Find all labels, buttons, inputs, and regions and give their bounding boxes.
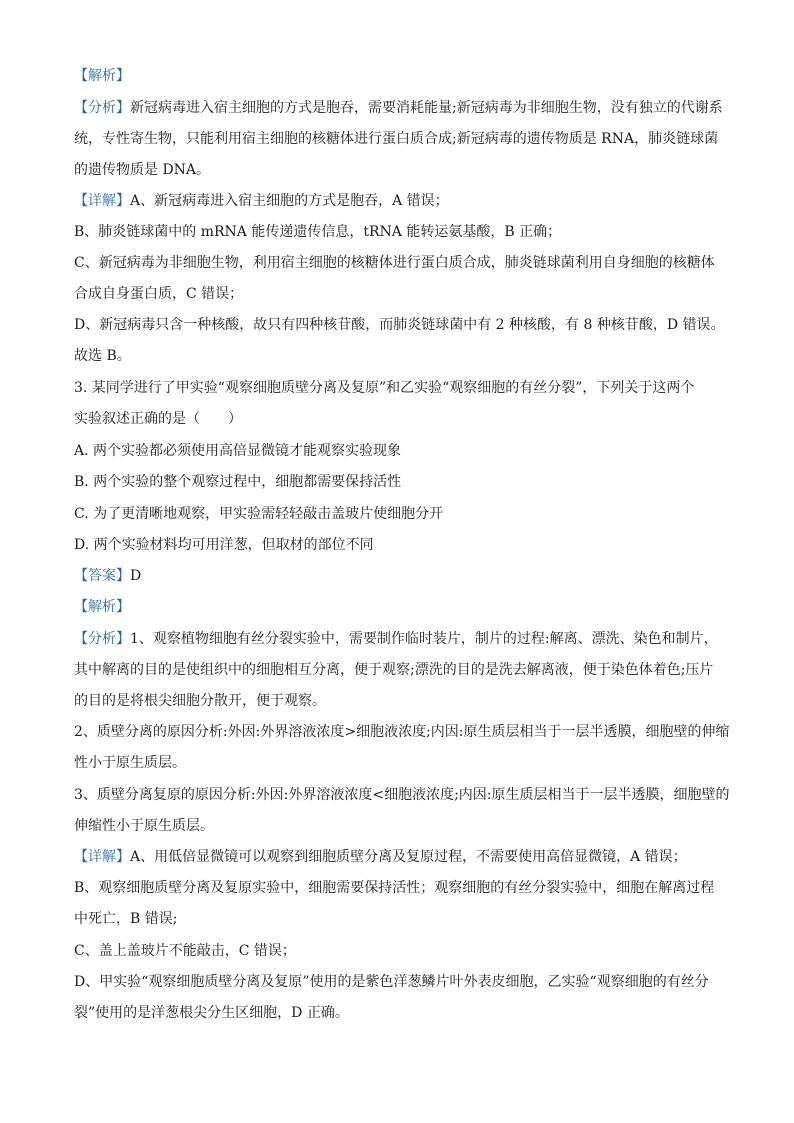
answer-value: D (130, 568, 142, 584)
q3-fenxi-3b: 伸缩性小于原生质层。 (74, 818, 214, 834)
q3-jiexi-heading (74, 597, 724, 617)
q3-xiangjie-a (74, 847, 724, 867)
q2-conclusion: 故选 B。 (74, 348, 131, 364)
fenxi-text: 1、观察植物细胞有丝分裂实验中，需要制作临时装片，制片的过程:解离、漂洗、染色和制片， (130, 631, 718, 647)
q3-fenxi-2a: 2、质壁分离的原因分析:外因:外界溶液浓度>细胞液浓度;内因:原生质层相当于一层半透膜，细胞壁的伸缩 (74, 724, 730, 740)
jiexi-tag: 【解析】 (74, 599, 130, 615)
answer-tag: 【答案】 (74, 568, 130, 584)
q3-answer (74, 566, 724, 586)
q3-xiangjie-d-2: 裂”使用的是洋葱根尖分生区细胞，D 正确。 (74, 1005, 349, 1021)
q3-xiangjie-b-2: 中死亡，B 错误; (74, 911, 178, 927)
q3-fenxi-3a: 3、质壁分离复原的原因分析:外因:外界溶液浓度<细胞液浓度;内因:原生质层相当于一层半透膜，细胞壁的 (74, 787, 730, 803)
q2-fenxi-line-1 (74, 98, 724, 118)
q2-xiangjie-c-1: C、新冠病毒为非细胞生物，利用宿主细胞的核糖体进行蛋白质合成，肺炎链球菌利用自身细胞的核糖体 (74, 255, 715, 271)
q3-stem-2: 实验叙述正确的是（ ） (74, 411, 242, 427)
q3-option-c: C. 为了更清晰地观察，甲实验需轻轻敲击盖玻片使细胞分开 (74, 506, 444, 522)
fenxi-tag: 【分析】 (74, 100, 130, 116)
q2-xiangjie-c-2: 合成自身蛋白质，C 错误； (74, 286, 244, 302)
q3-xiangjie-d-1: D、甲实验“观察细胞质壁分离及复原”使用的是紫色洋葱鳞片叶外表皮细胞，乙实验“观察细胞的有丝分 (74, 974, 709, 990)
q3-xiangjie-c: C、盖上盖玻片不能敲击，C 错误； (74, 943, 296, 959)
q3-fenxi-1a (74, 629, 724, 649)
q3-stem-1: 3. 某同学进行了甲实验“观察细胞质壁分离及复原”和乙实验“观察细胞的有丝分裂”，下列关于这两个 (74, 380, 695, 396)
jiexi-tag: 【解析】 (74, 68, 130, 84)
q3-fenxi-1c: 的目的是将根尖细胞分散开，便于观察。 (74, 693, 326, 709)
xiangjie-tag: 【详解】 (74, 849, 130, 865)
q2-xiangjie-d: D、新冠病毒只含一种核酸，故只有四种核苷酸，而肺炎链球菌中有 2 种核酸，有 8 种核苷酸，D 错误。 (74, 317, 725, 333)
xiangjie-tag: 【详解】 (74, 193, 130, 209)
q2-fenxi-line-2: 统，专性寄生物，只能利用宿主细胞的核糖体进行蛋白质合成;新冠病毒的遗传物质是 RNA，肺炎链球菌 (74, 131, 719, 147)
q2-fenxi-line-3: 的遗传物质是 DNA。 (74, 162, 211, 178)
q3-xiangjie-b-1: B、观察细胞质壁分离及复原实验中，细胞需要保持活性；观察细胞的有丝分裂实验中，细胞在解离过程 (74, 880, 715, 896)
q3-option-a: A. 两个实验都必须使用高倍显微镜才能观察实验现象 (74, 443, 402, 459)
fenxi-text: 新冠病毒进入宿主细胞的方式是胞吞，需要消耗能量;新冠病毒为非细胞生物，没有独立的代谢系 (130, 100, 723, 116)
q3-fenxi-2b: 性小于原生质层。 (74, 755, 186, 771)
fenxi-tag: 【分析】 (74, 631, 130, 647)
q3-option-b: B. 两个实验的整个观察过程中，细胞都需要保持活性 (74, 474, 402, 490)
q2-jiexi-heading (74, 66, 724, 86)
q3-option-d: D. 两个实验材料均可用洋葱，但取材的部位不同 (74, 537, 374, 553)
xiangjie-text: A、新冠病毒进入宿主细胞的方式是胞吞，A 错误； (130, 193, 449, 209)
q2-xiangjie-a (74, 191, 724, 211)
q3-fenxi-1b: 其中解离的目的是使组织中的细胞相互分离，便于观察;漂洗的目的是洗去解离液，便于染色体着色;压片 (74, 662, 714, 678)
xiangjie-text: A、用低倍显微镜可以观察到细胞质壁分离及复原过程，不需要使用高倍显微镜，A 错误； (130, 849, 687, 865)
q2-xiangjie-b: B、肺炎链球菌中的 mRNA 能传递遗传信息，tRNA 能转运氨基酸，B 正确； (74, 224, 562, 240)
